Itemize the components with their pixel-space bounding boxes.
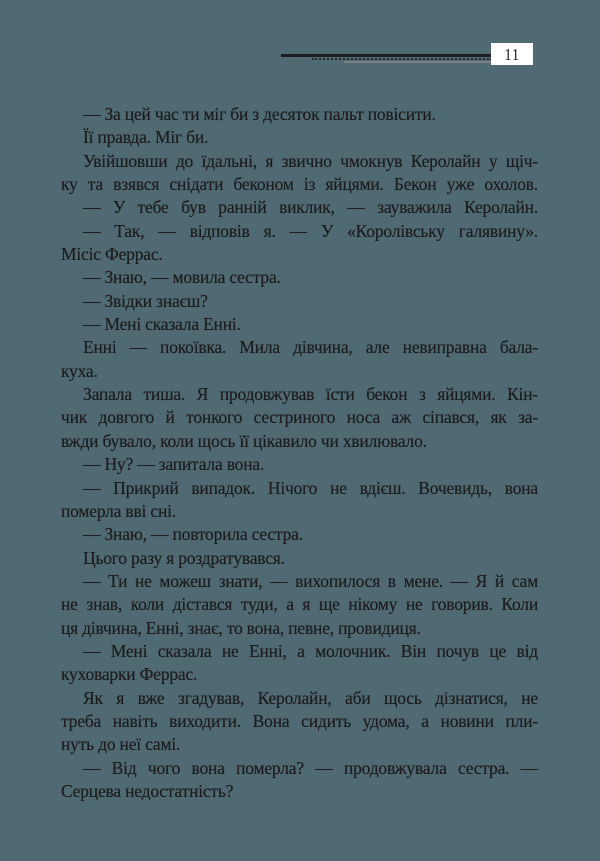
header-dotted-rule [312, 58, 492, 60]
text-line: куховарки Феррас. [61, 664, 198, 685]
text-line: куха. [61, 360, 98, 381]
text-line: Серцева недостатність? [61, 780, 234, 801]
text-line: — Від чого вона померла? — продовжувала сестра. — [83, 757, 538, 778]
page-number-box [491, 43, 533, 65]
text-line: Її правда. Міг би. [83, 127, 209, 148]
text-line: померла вві сні. [61, 500, 176, 521]
text-line: не знав, коли дістався туди, а я ще нікому не говорив. Коли [61, 594, 538, 615]
text-line: чик довгого й тонкого сестриного носа аж сіпався, як за- [61, 407, 538, 428]
text-line: Місіс Феррас. [61, 244, 163, 265]
text-line: Енні — покоївка. Мила дівчина, але невиправна бала- [83, 337, 538, 358]
text-line: — Прикрий випадок. Нічого не вдієш. Вочевидь, вона [83, 477, 538, 498]
text-line: Запала тиша. Я продовжував їсти бекон з яйцями. Кін- [83, 384, 538, 405]
text-line: — Знаю, — повторила сестра. [83, 524, 303, 545]
header-grey-rule [344, 61, 492, 63]
text-line: Увійшовши до їдальні, я звично чмокнув Керолайн у щіч- [83, 150, 538, 171]
page-number: 11 [504, 44, 520, 64]
text-line: — Так, — відповів я. — У «Королівську галявину». [83, 220, 538, 241]
text-line: вжди бувало, коли щось її цікавило чи хвилювало. [61, 430, 427, 451]
text-line: — За цей час ти міг би з десяток пальт повісити. [83, 104, 436, 124]
text-line: Як я вже згадував, Керолайн, аби щось дізнатися, не [83, 687, 538, 708]
text-line: — У тебе був ранній виклик, — зауважила Керолайн. [83, 197, 538, 218]
text-line: треба навіть виходити. Вона сидить удома, а новини пли- [61, 710, 538, 731]
text-line: нуть до неї самі. [61, 734, 181, 755]
header-rule [281, 54, 492, 57]
text-line: — Знаю, — мовила сестра. [83, 267, 281, 288]
text-line: — Мені сказала Енні. [83, 314, 241, 335]
text-line: Цього разу я роздратувався. [83, 547, 285, 568]
text-line: — Мені сказала не Енні, а молочник. Він почув це від [83, 640, 538, 661]
text-line: — Ти не можеш знати, — вихопилося в мене. — Я й сам [83, 570, 538, 591]
text-line: — Звідки знаєш? [83, 290, 208, 311]
body-text [61, 103, 538, 803]
text-line: — Ну? — запитала вона. [83, 454, 265, 475]
text-line: ця дівчина, Енні, знає, то вона, певне, провидиця. [61, 617, 421, 638]
text-line: ку та взявся снідати беконом із яйцями. Бекон уже охолов. [61, 174, 538, 195]
